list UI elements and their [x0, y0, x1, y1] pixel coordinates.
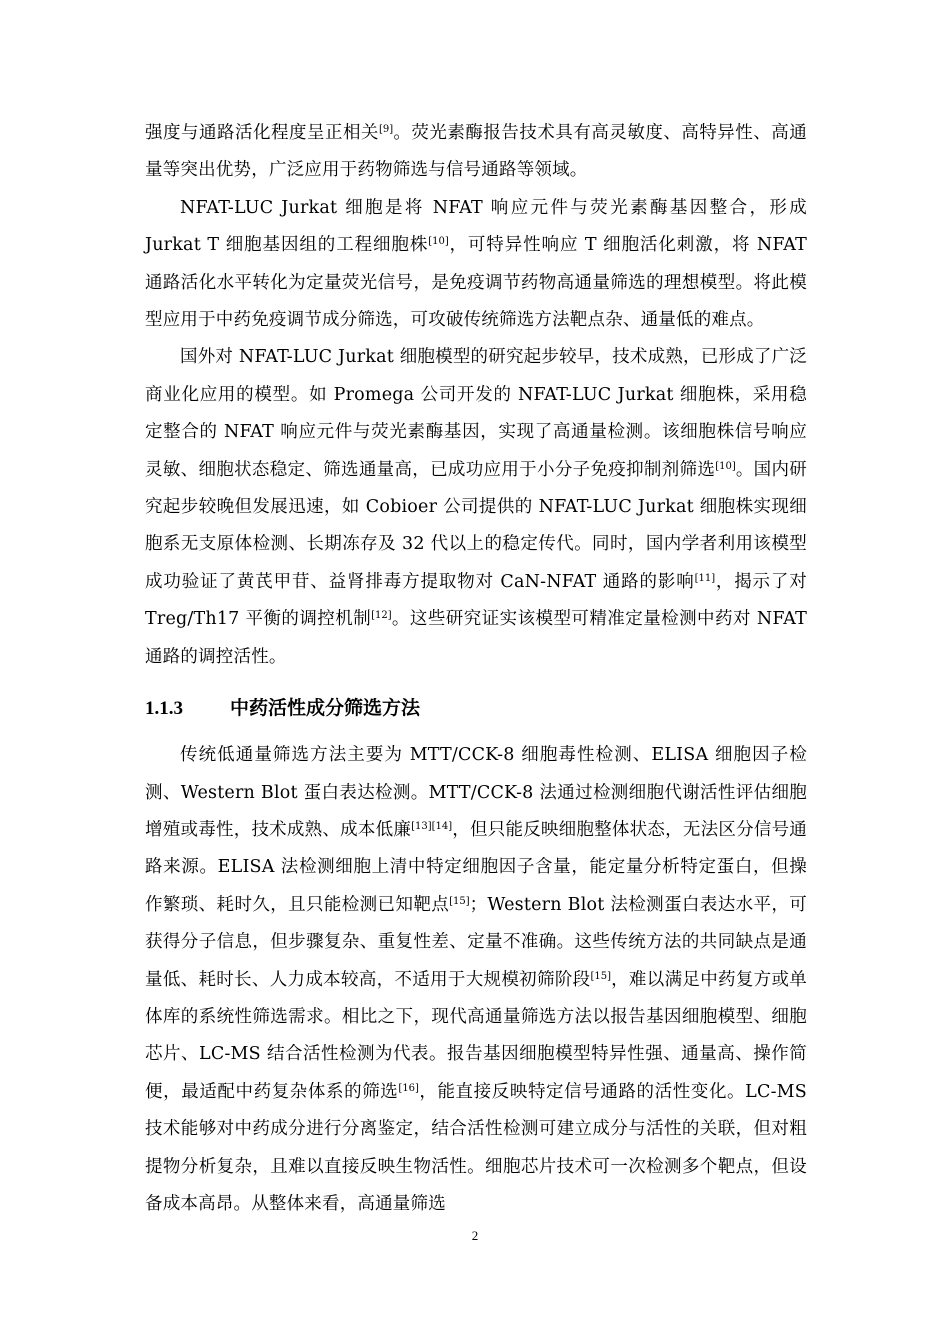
paragraph-text: 强度与通路活化程度呈正相关 [145, 123, 379, 143]
section-heading [145, 690, 807, 727]
paragraph [145, 115, 807, 190]
paragraph [145, 737, 807, 1223]
citation-ref: [10] [715, 460, 736, 472]
citation-ref: [12] [371, 610, 392, 622]
paragraph-text: 。国内研究起步较晚但发展迅速，如 Cobioer 公司提供的 NFAT-LUC Jurkat 细胞株实现细胞系无支原体检测、长期冻存及 32 代以上的稳定传代。同时，国内学者利用该模型成功验证了黄芪甲苷、益肾排毒方提取物对 CaN-NFAT 通路的影响 [145, 459, 807, 592]
body-text-upper [145, 115, 807, 676]
citation-ref: [15] [449, 895, 470, 907]
paragraph-text: 。荧光素酶报告技术具有高灵敏度、高特异性、高通量等突出优势，广泛应用于药物筛选与信号通路等领域。 [145, 123, 807, 181]
paragraph-text: ，难以满足中药复方或单体库的系统性筛选需求。相比之下，现代高通量筛选方法以报告基因细胞模型、细胞芯片、LC-MS 结合活性检测为代表。报告基因细胞模型特异性强、通量高、操作简便，最适配中药复杂体系的筛选 [145, 969, 808, 1102]
paragraph-text: ，揭示了对 Treg/Th17 平衡的调控机制 [145, 571, 807, 630]
paragraph-text: ，能直接反映特定信号通路的活性变化。LC-MS 技术能够对中药成分进行分离鉴定，结合活性检测可建立成分与活性的关联，但对粗提物分析复杂，且难以直接反映生物活性。细胞芯片技术可一次检测多个靶点，但设备成本高昂。从整体来看，高通量筛选 [145, 1081, 807, 1214]
paragraph [145, 339, 807, 676]
page-number: 2 [471, 1228, 479, 1243]
paragraph-text: ，可特异性响应 T 细胞活化刺激，将 NFAT 通路活化水平转化为定量荧光信号，是免疫调节药物高通量筛选的理想模型。将此模型应用于中药免疫调节成分筛选，可攻破传统筛选方法靶点杂、通量低的难点。 [145, 235, 807, 331]
paragraph-text: ；Western Blot 法检测蛋白表达水平，可获得分子信息，但步骤复杂、重复性差、定量不准确。这些传统方法的共同缺点是通量低、耗时长、人力成本较高，不适用于大规模初筛阶段 [145, 894, 807, 990]
section-number: 1.1.3 [145, 698, 183, 720]
paragraph-text: NFAT-LUC Jurkat 细胞是将 NFAT 响应元件与荧光素酶基因整合，形成 Jurkat T 细胞基因组的工程细胞株 [145, 197, 807, 256]
citation-ref: [16] [398, 1082, 419, 1094]
citation-ref: [15] [590, 970, 611, 982]
paragraph-text: 传统低通量筛选方法主要为 MTT/CCK-8 细胞毒性检测、ELISA 细胞因子检测、Western Blot 蛋白表达检测。MTT/CCK-8 法通过检测细胞代谢活性评估细胞增殖或毒性，技术成熟、成本低廉 [145, 745, 807, 840]
citation-ref: [11] [694, 572, 716, 584]
body-text-lower [145, 737, 807, 1223]
section-title: 中药活性成分筛选方法 [230, 697, 421, 720]
citation-ref: [13][14] [411, 820, 453, 832]
paragraph-text: 国外对 NFAT-LUC Jurkat 细胞模型的研究起步较早，技术成熟，已形成了广泛商业化应用的模型。如 Promega 公司开发的 NFAT-LUC Jurkat 细胞株，采用稳定整合的 NFAT 响应元件与荧光素酶基因，实现了高通量检测。该细胞株信号响应灵敏、细胞状态稳定、筛选通量高，已成功应用于小分子免疫抑制剂筛选 [145, 347, 807, 480]
page-body [145, 115, 807, 1223]
paragraph-text: ，但只能反映细胞整体状态，无法区分信号通路来源。ELISA 法检测细胞上清中特定细胞因子含量，能定量分析特定蛋白，但操作繁琐、耗时久，且只能检测已知靶点 [145, 819, 808, 915]
paragraph-text: 。这些研究证实该模型可精准定量检测中药对 NFAT 通路的调控活性。 [145, 609, 807, 667]
citation-ref: [10] [428, 236, 449, 248]
paragraph [145, 190, 807, 340]
citation-ref: [9] [378, 124, 394, 135]
